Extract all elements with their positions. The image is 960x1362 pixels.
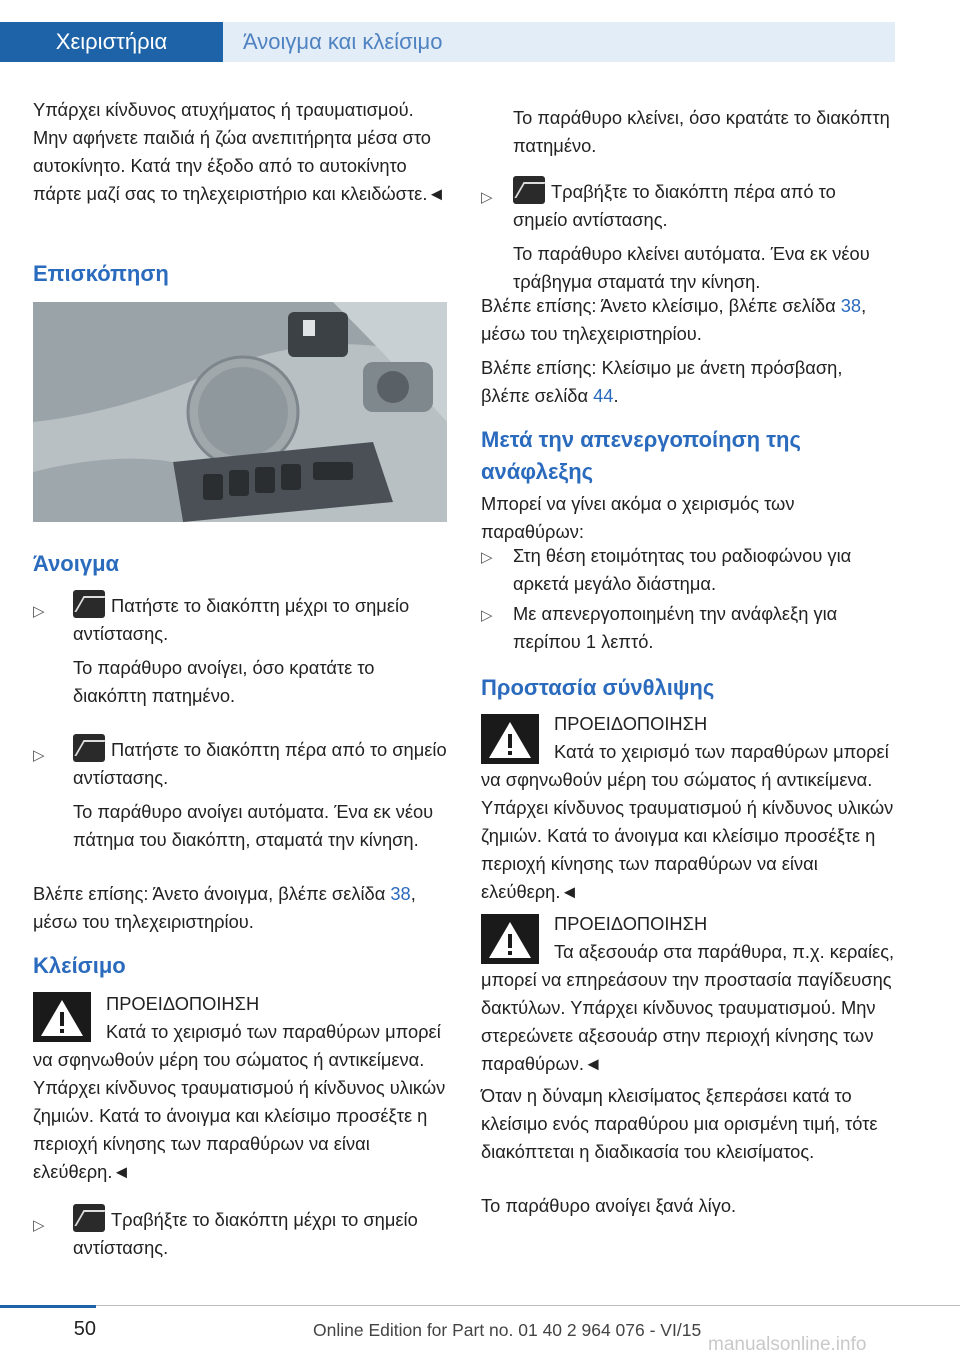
step-marker-icon: ▷ <box>481 607 493 624</box>
opening-heading: Άνοιγμα <box>33 551 120 576</box>
section-tab-title[interactable]: Άνοιγμα και κλείσιμο <box>223 22 895 62</box>
step-1-text: Πατήστε το διακόπτη μέχρι το σημείο αντίστασης. <box>73 595 410 644</box>
protection-warning-2 <box>481 910 895 1078</box>
step-3-text: Τραβήξτε το διακόπτη μέχρι το σημείο αντίστασης. <box>73 1209 418 1258</box>
warning-text: Κατά το χειρισμό των παραθύρων μπορεί να σφηνωθούν μέρη του σώματος ή αντικείμενα. Υπάρχει κίνδυνος τραυματισμού ή κίνδυνος υλικών ζημιών. Κατά το άνοιγμα και κλείσιμο προσέξτε η περιοχή κίνησης των παραθύρων να είναι ελεύθερη.◄ <box>481 741 894 902</box>
see-also-text: Βλέπε επίσης: Κλείσιμο με άνετη πρόσβαση, βλέπε σελίδα <box>481 357 843 406</box>
window-switch-icon <box>513 176 545 204</box>
step-2-text: Πατήστε το διακόπτη πέρα από το σημείο αντίστασης. <box>73 739 447 788</box>
warning-text: Κατά το χειρισμό των παραθύρων μπορεί να σφηνωθούν μέρη του σώματος ή αντικείμενα. Υπάρχει κίνδυνος τραυματισμού ή κίνδυνος υλικών ζημιών. Κατά το άνοιγμα και κλείσιμο προσέξτε η περιοχή κίνησης των παραθύρων να είναι ελεύθερη.◄ <box>33 1021 446 1182</box>
step-4-text: Τραβήξτε το διακόπτη πέρα από το σημείο αντίστασης. <box>513 181 836 230</box>
closing-heading: Κλείσιμο <box>33 953 126 978</box>
step-2-result: Το παράθυρο ανοίγει αυτόματα. Ένα εκ νέου πάτημα του διακόπτη, σταματά την κίνηση. <box>73 801 434 850</box>
closing-step-2 <box>481 176 895 296</box>
door-panel-photo <box>33 302 447 522</box>
see-also-text-end: . <box>613 385 619 406</box>
opening-step-1 <box>33 590 447 710</box>
see-also-closing <box>481 292 895 348</box>
bullet-item <box>481 600 895 656</box>
warning-text: Τα αξεσουάρ στα παράθυρα, π.χ. κεραίες, μπορεί να επηρεάσουν την προστασία παγίδευσης δακτύλων. Υπάρχει κίνδυνος τραυματισμού. Μην στερεώνετε αξεσουάρ στην περιοχή κίνησης των παραθύρων.◄ <box>481 941 895 1074</box>
closing-force-paragraph: Όταν η δύναμη κλεισίματος ξεπεράσει κατά το κλείσιμο ενός παραθύρου μια ορισμένη τιμή, τότε διακόπτεται η διαδικασία του κλεισίματος. <box>481 1085 878 1162</box>
see-also-text: Βλέπε επίσης: Άνετο άνοιγμα, βλέπε σελίδα <box>33 883 391 904</box>
page-header <box>0 0 960 62</box>
reopen-paragraph: Το παράθυρο ανοίγει ξανά λίγο. <box>481 1195 737 1216</box>
warning-triangle-icon <box>481 914 539 964</box>
step-4-line <box>513 176 895 234</box>
watermark: manualsonline.info <box>708 1334 867 1355</box>
step-marker-icon: ▷ <box>33 603 45 620</box>
warning-label: ΠΡΟΕΙΔΟΠΟΙΗΣΗ <box>554 913 708 934</box>
overview-heading: Επισκόπηση <box>33 261 169 286</box>
window-switch-icon <box>73 734 105 762</box>
step-marker-icon: ▷ <box>481 549 493 566</box>
warning-triangle-icon <box>33 992 91 1042</box>
closing-step-1 <box>33 1204 447 1262</box>
page-link-38[interactable]: 38 <box>390 883 411 904</box>
bullet-text: Με απενεργοποιημένη την ανάφλεξη για περίπου 1 λεπτό. <box>513 603 838 652</box>
page-link-38[interactable]: 38 <box>840 295 862 316</box>
warning-triangle-icon <box>481 714 539 764</box>
page-number: 50 <box>73 1318 96 1340</box>
page-link-44[interactable]: 44 <box>593 385 614 406</box>
step-1-result: Το παράθυρο ανοίγει, όσο κρατάτε το διακόπτη πατημένο. <box>73 657 375 706</box>
step-4-result: Το παράθυρο κλείνει αυτόματα. Ένα εκ νέου τράβηγμα σταματά την κίνηση. <box>513 243 870 292</box>
step-1-line <box>73 590 447 648</box>
step-3-line <box>73 1204 447 1262</box>
warning-label: ΠΡΟΕΙΔΟΠΟΙΗΣΗ <box>554 713 708 734</box>
window-switch-icon <box>73 590 105 618</box>
intro-paragraph: Υπάρχει κίνδυνος ατυχήματος ή τραυματισμού. Μην αφήνετε παιδιά ή ζώα ανεπιτήρητα μέσα στο αυτοκίνητο. Κατά την έξοδο από το αυτοκίνητο πάρτε μαζί σας το τηλεχειριστήριο και κλειδώστε.◄ <box>33 99 446 204</box>
bullet-text: Στη θέση ετοιμότητας του ραδιοφώνου για αρκετά μεγάλο διάστημα. <box>513 545 852 594</box>
after-ignition-text: Μπορεί να γίνει ακόμα ο χειρισμός των παραθύρων: <box>481 493 795 542</box>
window-switch-icon <box>73 1204 105 1232</box>
step-3-result: Το παράθυρο κλείνει, όσο κρατάτε το διακόπτη πατημένο. <box>513 107 890 156</box>
edition-text: Online Edition for Part no. 01 40 2 964 076 - VI/15 <box>313 1320 702 1340</box>
protection-warning-1 <box>481 710 895 906</box>
step-marker-icon: ▷ <box>33 1217 45 1234</box>
footer-divider <box>96 1305 960 1306</box>
footer-accent-line <box>0 1305 96 1308</box>
opening-step-2 <box>33 734 447 854</box>
closing-warning <box>33 990 447 1186</box>
bullet-item <box>481 542 895 598</box>
section-tab-active[interactable]: Χειριστήρια <box>0 22 223 62</box>
after-ignition-heading: Μετά την απενεργοποίηση της ανάφλεξης <box>481 427 801 484</box>
protection-heading: Προστασία σύνθλιψης <box>481 675 715 700</box>
see-also-comfort-access <box>481 354 895 410</box>
step-marker-icon: ▷ <box>481 189 493 206</box>
step-2-line <box>73 734 447 792</box>
warning-label: ΠΡΟΕΙΔΟΠΟΙΗΣΗ <box>106 993 260 1014</box>
door-panel-illustration <box>33 302 447 522</box>
see-also-text-end: , μέσω του τηλεχειριστηρίου. <box>33 883 416 932</box>
step-marker-icon: ▷ <box>33 747 45 764</box>
see-also-opening <box>33 880 447 936</box>
see-also-text: Βλέπε επίσης: Άνετο κλείσιμο, βλέπε σελίδα <box>481 295 841 316</box>
see-also-text-end: , μέσω του τηλεχειριστηρίου. <box>481 295 867 344</box>
